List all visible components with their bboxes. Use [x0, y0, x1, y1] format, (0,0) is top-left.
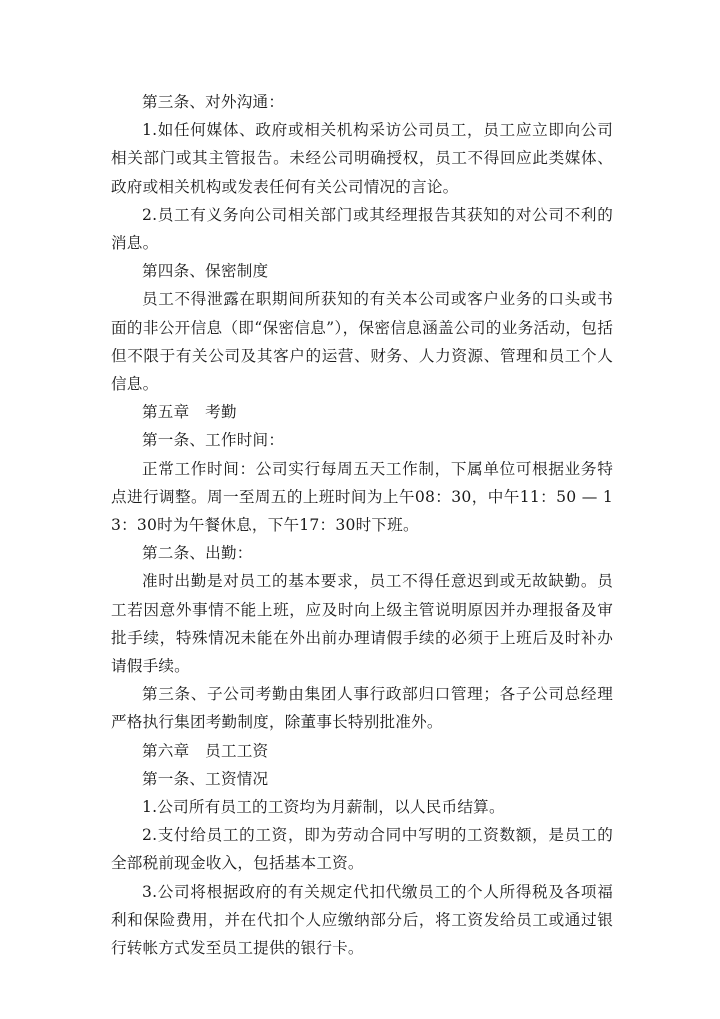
chapter5-heading: 第五章 考勤 — [142, 403, 237, 422]
article3-item2: 2.员工有义务向公司相关部门或其经理报告其获知的对公司不利的消息。 — [111, 205, 613, 253]
ch6-item1: 1.公司所有员工的工资均为月薪制，以人民币结算。 — [142, 798, 505, 817]
ch5-article2-heading: 第二条、出勤： — [142, 544, 253, 563]
ch5-article3-body: 第三条、子公司考勤由集团人事行政部归口管理；各子公司总经理严格执行集团考勤制度，除董事长特别批准外。 — [111, 685, 613, 732]
article4-body: 员工不得泄露在职期间所获知的有关本公司或客户业务的口头或书面的非公开信息（即“保密信息”），保密信息涵盖公司的业务活动，包括但不限于有关公司及其客户的运营、财务、人力资源、管理和员工个人信息。 — [111, 290, 613, 394]
ch5-article2-body: 准时出勤是对员工的基本要求，员工不得任意迟到或无故缺勤。员工若因意外事情不能上班，应及时向上级主管说明原因并办理报备及审批手续，特殊情况未能在外出前办理请假手续的必须于上班后及时补办请假手续。 — [111, 572, 613, 676]
chapter6-heading: 第六章 员工工资 — [142, 741, 269, 760]
ch6-item2: 2.支付给员工的工资，即为劳动合同中写明的工资数额，是员工的全部税前现金收入，包括基本工资。 — [111, 826, 613, 873]
article3-heading: 第三条、对外沟通： — [142, 93, 285, 111]
ch5-article1-body: 正常工作时间：公司实行每周五天工作制，下属单位可根据业务特点进行调整。周一至周五的上班时间为上午08：30，中午11：50 — 13：30时为午餐休息，下午17：30时下班。 — [111, 459, 613, 535]
ch6-article1-heading: 第一条、工资情况 — [142, 769, 269, 788]
document-body — [111, 88, 613, 962]
article3-item1: 1.如任何媒体、政府或相关机构采访公司员工，员工应立即向公司相关部门或其主管报告。未经公司明确授权，员工不得回应此类媒体、政府或相关机构或发表任何有关公司情况的言论。 — [111, 121, 613, 196]
ch5-article1-heading: 第一条、工作时间： — [142, 431, 285, 450]
article4-heading: 第四条、保密制度 — [142, 262, 269, 281]
ch6-item3: 3.公司将根据政府的有关规定代扣代缴员工的个人所得税及各项福利和保险费用，并在代扣个人应缴纳部分后，将工资发给员工或通过银行转帐方式发至员工提供的银行卡。 — [111, 882, 613, 958]
